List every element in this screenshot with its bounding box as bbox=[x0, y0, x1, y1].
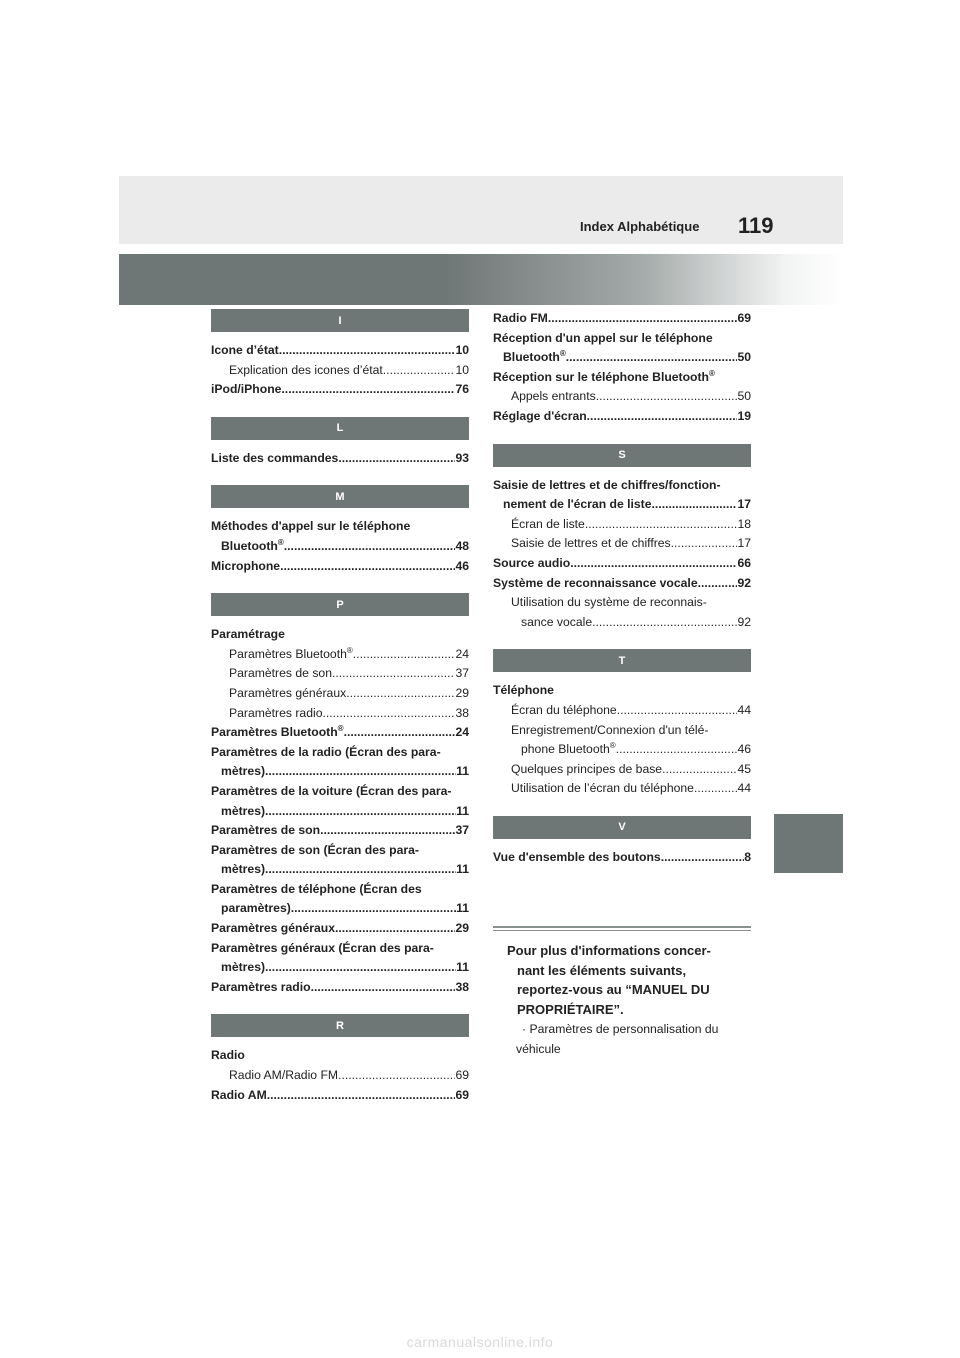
index-entry[interactable]: Bluetooth® ..... 48 bbox=[211, 537, 469, 557]
index-entry[interactable]: Paramètres Bluetooth® ..... 24 bbox=[211, 645, 469, 665]
index-entry-line: Enregistrement/Connexion d'un télé- bbox=[511, 722, 709, 737]
letter-header-s: S bbox=[493, 444, 751, 467]
index-entry[interactable]: Explication des icones d’état ..... 10 bbox=[211, 361, 469, 381]
index-entry[interactable]: phone Bluetooth® ..... 46 bbox=[493, 740, 751, 760]
index-entry[interactable]: iPod/iPhone ..... 76 bbox=[211, 380, 469, 400]
index-entry[interactable]: nement de l'écran de liste ..... 17 bbox=[493, 495, 751, 515]
index-entry[interactable]: Microphone ..... 46 bbox=[211, 557, 469, 577]
index-entry-line: Paramètres de la voiture (Écran des para- bbox=[211, 783, 452, 798]
index-entry[interactable]: Paramètres radio ..... 38 bbox=[211, 704, 469, 724]
section-title: Index Alphabétique bbox=[580, 219, 700, 234]
index-entry[interactable]: mètres) ..... 11 bbox=[211, 860, 469, 880]
index-entry[interactable]: Système de reconnaissance vocale ..... 92 bbox=[493, 574, 751, 594]
note-item: · Paramètres de personnalisation du véhicule bbox=[516, 1022, 719, 1056]
index-entry[interactable]: Quelques principes de base ..... 45 bbox=[493, 760, 751, 780]
index-entry-line: Paramètres de son (Écran des para- bbox=[211, 842, 419, 857]
letter-header-t: T bbox=[493, 649, 751, 672]
index-entry[interactable]: Utilisation de l’écran du téléphone ..... 44 bbox=[493, 779, 751, 799]
index-entry[interactable]: Radio AM ..... 69 bbox=[211, 1086, 469, 1106]
index-entry[interactable]: Radio FM ..... 69 bbox=[493, 309, 751, 329]
index-entry-line: Paramètres de téléphone (Écran des bbox=[211, 881, 422, 896]
index-entry[interactable]: Radio AM/Radio FM ..... 69 bbox=[211, 1066, 469, 1086]
index-entry-line: Méthodes d'appel sur le téléphone bbox=[211, 519, 411, 534]
index-entry-line: Paramétrage bbox=[211, 627, 285, 642]
index-entry[interactable]: Écran du téléphone ..... 44 bbox=[493, 701, 751, 721]
index-entry[interactable]: Appels entrants ..... 50 bbox=[493, 387, 751, 407]
index-entry[interactable]: Liste des commandes ..... 93 bbox=[211, 449, 469, 469]
letter-header-m: M bbox=[211, 485, 469, 508]
letter-header-p: P bbox=[211, 593, 469, 616]
index-entry[interactable]: Source audio ..... 66 bbox=[493, 554, 751, 574]
index-column-left bbox=[211, 309, 469, 1105]
index-entry[interactable]: mètres) ..... 11 bbox=[211, 958, 469, 978]
note-title: Pour plus d'informations concer- nant les éléments suivants, reportez-vous au “MANUEL DU PROPRIÉTAIRE”. bbox=[507, 943, 711, 1017]
index-entry-line: Réception sur le téléphone Bluetooth® bbox=[493, 368, 715, 384]
index-entry[interactable]: Paramètres de son ..... 37 bbox=[211, 821, 469, 841]
watermark: carmanualsonline.info bbox=[406, 1334, 554, 1350]
header-gradient-band bbox=[119, 254, 843, 305]
index-entry[interactable]: Paramètres Bluetooth® ..... 24 bbox=[211, 723, 469, 743]
side-thumb-tab bbox=[774, 814, 843, 873]
letter-header-i: I bbox=[211, 309, 469, 332]
letter-header-v: V bbox=[493, 816, 751, 839]
header-bar bbox=[119, 176, 843, 244]
letter-header-l: L bbox=[211, 417, 469, 440]
index-entry[interactable]: Paramètres généraux ..... 29 bbox=[211, 684, 469, 704]
page-number: 119 bbox=[738, 213, 774, 238]
index-entry[interactable]: paramètres) ..... 11 bbox=[211, 899, 469, 919]
letter-header-r: R bbox=[211, 1014, 469, 1037]
index-entry-line: Radio bbox=[211, 1048, 245, 1063]
index-entry[interactable]: Vue d'ensemble des boutons ..... 8 bbox=[493, 848, 751, 868]
index-entry[interactable]: Réglage d'écran ..... 19 bbox=[493, 407, 751, 427]
index-column-right bbox=[493, 309, 751, 867]
note-divider bbox=[493, 926, 751, 931]
index-entry[interactable]: Paramètres radio ..... 38 bbox=[211, 978, 469, 998]
index-entry[interactable]: mètres) ..... 11 bbox=[211, 802, 469, 822]
index-entry-line: Utilisation du système de reconnais- bbox=[511, 595, 707, 610]
index-entry[interactable]: Paramètres de son ..... 37 bbox=[211, 664, 469, 684]
index-entry[interactable]: mètres) ..... 11 bbox=[211, 762, 469, 782]
index-entry[interactable]: Écran de liste ..... 18 bbox=[493, 515, 751, 535]
index-entry-line: Paramètres généraux (Écran des para- bbox=[211, 940, 434, 955]
index-entry-line: Téléphone bbox=[493, 683, 554, 698]
index-entry[interactable]: Bluetooth® ..... 50 bbox=[493, 348, 751, 368]
index-entry-line: Saisie de lettres et de chiffres/fonction- bbox=[493, 477, 721, 492]
index-entry[interactable]: Saisie de lettres et de chiffres ..... 17 bbox=[493, 534, 751, 554]
index-entry[interactable]: sance vocale ..... 92 bbox=[493, 613, 751, 633]
index-entry[interactable]: Icone d’état ..... 10 bbox=[211, 341, 469, 361]
index-entry[interactable]: Paramètres généraux ..... 29 bbox=[211, 919, 469, 939]
index-entry-line: Paramètres de la radio (Écran des para- bbox=[211, 744, 441, 759]
index-entry-line: Réception d'un appel sur le téléphone bbox=[493, 330, 713, 345]
